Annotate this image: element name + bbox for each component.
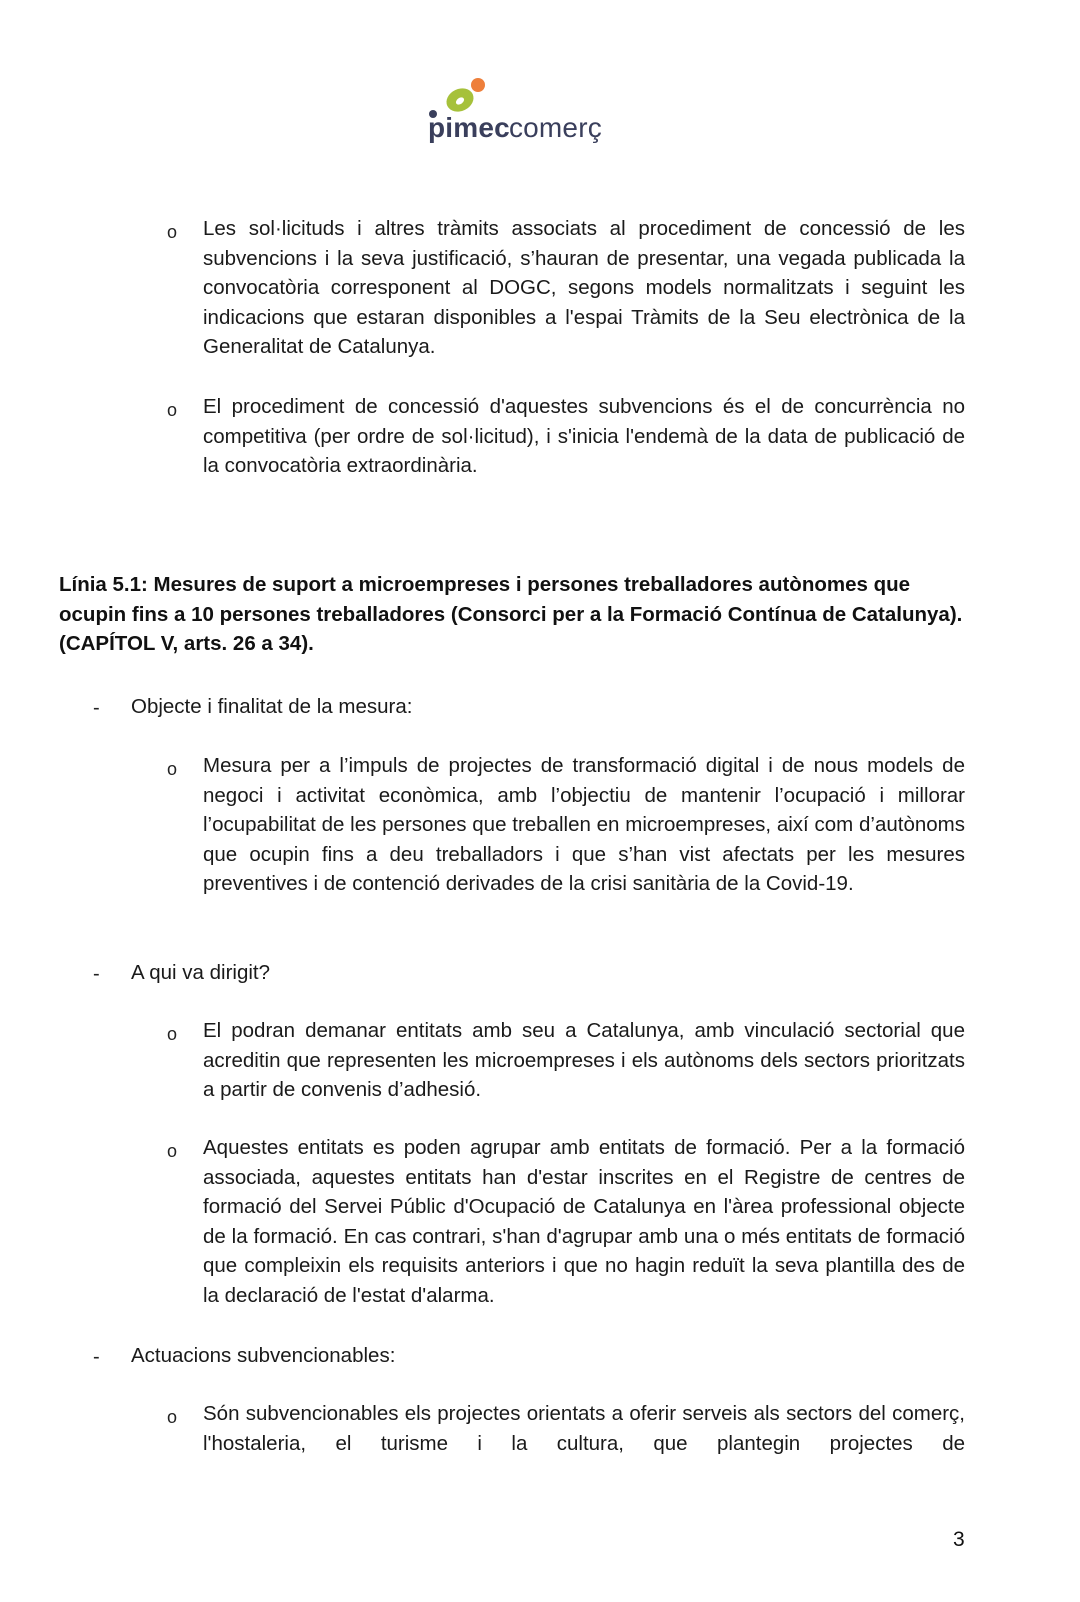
bullet-circle-icon: o [167, 759, 178, 779]
a-qui-bullet-1: El podran demanar entitats amb seu a Catalunya, amb vinculació sectorial que acreditin que representen les microempreses i els autònoms dels sectors prioritzats a partir de convenis d’adhesió. [203, 1019, 965, 1102]
bullet-circle-icon: o [167, 222, 178, 242]
logo-wordmark [428, 112, 602, 144]
bullet-circle-icon: o [167, 1024, 178, 1044]
objecte-bullet-1: Mesura per a l’impuls de projectes de transformació digital i de nous models de negoci i activitat econòmica, amb l’objectiu de mantenir l’ocupació i millorar l’ocupabilitat de les persones que treballen en microempreses, així com d’autònoms que ocupin fins a deu treballadors i que s’han vist afectats per les mesures preventives i de contenció derivades de la crisi sanitària de la Covid-19. [203, 754, 965, 896]
item-label-objecte: Objecte i finalitat de la mesura: [131, 695, 413, 718]
pimecomerc-logo [420, 72, 620, 152]
page-number: 3 [953, 1528, 965, 1551]
dash-bullet-icon: - [93, 1346, 100, 1368]
item-label-actuacions: Actuacions subvencionables: [131, 1344, 396, 1367]
intro-bullet-1: Les sol·licituds i altres tràmits associats al procediment de concessió de les subvencions i la seva justificació, s’hauran de presentar, una vegada publicada la convocatòria corresponent al DOGC, segons models normalitzats i seguint les indicacions que estaran disponibles a l'espai Tràmits de la Seu electrònica de la Generalitat de Catalunya. [203, 217, 965, 359]
logo-text-light: omerç [523, 112, 602, 143]
actuacions-bullet-1: Són subvencionables els projectes orientats a oferir serveis als sectors del comerç, l'hostaleria, el turisme i la cultura, que plantegin projectes de [203, 1402, 965, 1455]
dash-bullet-icon: - [93, 697, 100, 719]
logo-orange-dot [471, 78, 485, 92]
bullet-circle-icon: o [167, 400, 178, 420]
item-label-a-qui: A qui va dirigit? [131, 961, 271, 984]
section-heading: Línia 5.1: Mesures de suport a microempreses i persones treballadores autònomes que ocupin fins a 10 persones treballadores (Consorci per a la Formació Contínua de Catalunya). (CAPÍTOL V, arts. 26 a 34). [59, 573, 963, 656]
logo-text-c: c [508, 112, 524, 143]
bullet-circle-icon: o [167, 1407, 178, 1427]
intro-bullet-2: El procediment de concessió d'aquestes subvencions és el de concurrència no competitiva (per ordre de sol·licitud), i s'inicia l'endemà de la data de publicació de la convocatòria extraordinària. [203, 395, 965, 478]
bullet-circle-icon: o [167, 1141, 178, 1161]
a-qui-bullet-2: Aquestes entitats es poden agrupar amb entitats de formació. Per a la formació associada, aquestes entitats han d'estar inscrites en el Registre de centres de formació del Servei Públic d'Ocupació de Catalunya en l'àrea professional objecte de la formació. En cas contrari, s'han d'agrupar amb una o més entitats de formació que compleixin els requisits anteriors i que no hagin reduït la seva plantilla des de la declaració de l'estat d'alarma. [203, 1136, 965, 1307]
logo-text-bold: pimec [428, 112, 510, 143]
dash-bullet-icon: - [93, 963, 100, 985]
